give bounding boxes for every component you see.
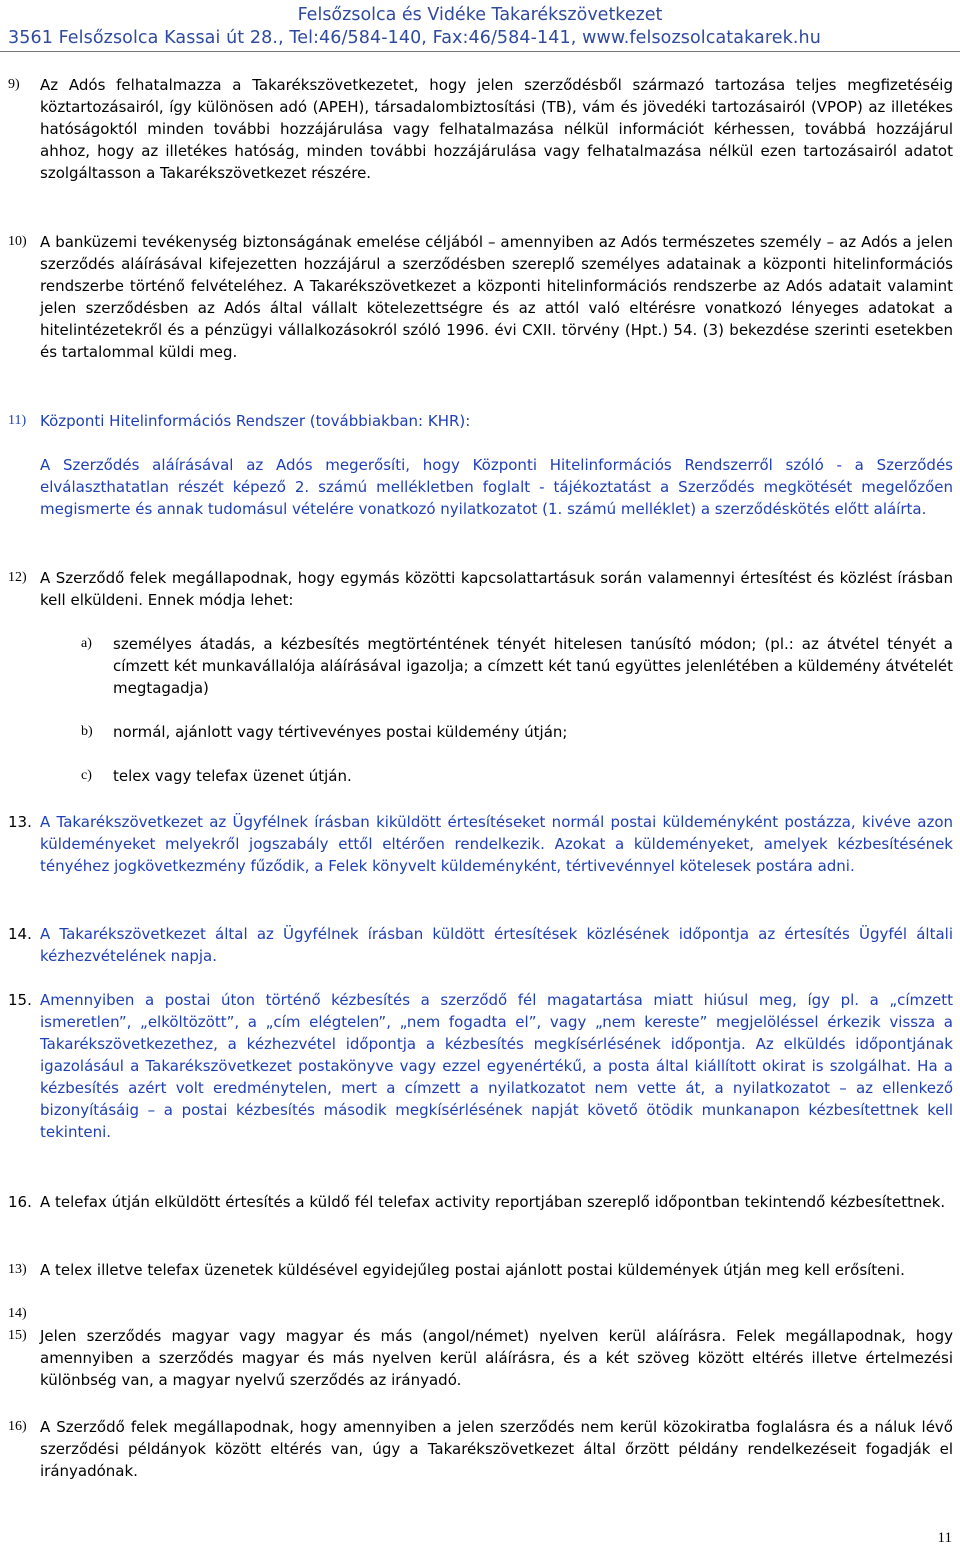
item-11-title: Központi Hitelinformációs Rendszer (továbbiakban: KHR): (40, 412, 471, 430)
item-9-text: Az Adós felhatalmazza a Takarékszövetkezetet, hogy jelen szerződésből származó tartozása teljes megfizetéséig köztartozásairól, így különösen adó (APEH), társadalombiztosítási (TB), vám és jövedéki tartozásairól (VPOP) az illetékes hatóságoktól minden további hozzájárulása vagy felhatalmazása nélkül információt kérhessen, továbbá hozzájárul ahhoz, hogy az illetékes hatóság, minden további hozzájárulása vagy felhatalmazása nélkül ezen tartozásairól adatot szolgáltasson a Takarékszövetkezet részére. (40, 76, 953, 182)
item-15b-number: 15) (8, 1328, 27, 1343)
item-16-number: 16. (8, 1193, 32, 1211)
item-16b-number: 16) (8, 1419, 27, 1434)
header-divider (0, 51, 960, 52)
item-10-number: 10) (8, 234, 27, 249)
item-16-text: A telefax útján elküldött értesítés a küldő fél telefax activity reportjában szereplő időpontban tekintendő kézbesítettnek. (40, 1193, 946, 1211)
item-15-text: Amennyiben a postai úton történő kézbesítés a szerződő fél magatartása miatt hiúsul meg, így pl. a „címzett ismeretlen”, „elköltözött”, a „cím elégtelen”, „nem fogadta el”, vagy „nem kereste” megjelöléssel érkezik vissza a Takarékszövetkezethez, a kézhezvétel időpontja a kézbesítés megkísérlésének időpontja. Az elküldés időpontjának igazolásául a Takarékszövetkezet postakönyve vagy ezzel egyenértékű, a posta által kiállított okirat is szolgálhat. Ha a kézbesítés azért volt eredménytelen, mert a címzett a nyilatkozatot nem vette át, a nyilatkozatot – az ellenkező bizonyításáig – a postai kézbesítés második megkísérlésének napját követő ötödik munkanapon kézbesítettnek kell tekinteni. (40, 991, 953, 1141)
item-12-sub-b-label: b) (81, 724, 93, 739)
item-13-text: A Takarékszövetkezet az Ügyfélnek írásban kiküldött értesítéseket normál postai küldeményként postázza, kivéve azon küldeményeket melyekről jogszabály ettől eltérően rendelkezik. Azokat a küldeményeket, amelyek kézbesítésének tényéhez jogkövetkezmény fűződik, a Felek könyvelt küldeményként, tértivevénnyel kötelesek postára adni. (40, 813, 953, 875)
item-9-number: 9) (8, 77, 20, 92)
item-11-text: A Szerződés aláírásával az Adós megerősíti, hogy Központi Hitelinformációs Rendszerről szóló - a Szerződés elválaszthatatlan részét képező 2. számú mellékletben foglalt - tájékoztatást a Szerződés megkötését megelőzően megismerte és annak tudomásul vételére vonatkozó nyilatkozatot (1. számú melléklet) a szerződéskötés előtt aláírta. (40, 456, 953, 518)
item-10-text: A banküzemi tevékenység biztonságának emelése céljából – amennyiben az Adós természetes személy – az Adós a jelen szerződés aláírásával kifejezetten hozzájárul a szerződésben szereplő személyes adatainak a központi hitelinformációs rendszerbe történő felvételéhez. A Takarékszövetkezet a központi hitelinformációs rendszerbe az Adós adatait valamint jelen szerződésben az Adós által vállalt kötelezettségre és az attól való eltérésre vonatkozó lényeges adatokat a hitelintézetekről és a pénzügyi vállalkozásokról szóló 1996. évi CXII. törvény (Hpt.) 54. (3) bekezdése szerinti esetekben és tartalommal küldi meg. (40, 233, 953, 361)
item-12-sub-c-label: c) (81, 768, 92, 783)
item-13b-number: 13) (8, 1262, 27, 1277)
item-15-number: 15. (8, 991, 32, 1009)
item-14-text: A Takarékszövetkezet által az Ügyfélnek írásban küldött értesítések közlésének időpontja az értesítés Ügyfél általi kézhezvételének napja. (40, 925, 953, 965)
item-11-number: 11) (8, 413, 27, 428)
item-12-sub-a-label: a) (81, 636, 92, 651)
header-address-contact: 3561 Felsőzsolca Kassai út 28., Tel:46/584-140, Fax:46/584-141, www.felsozsolcatakarek.hu (8, 28, 821, 48)
item-13-number: 13. (8, 813, 32, 831)
item-13b-text: A telex illetve telefax üzenetek küldésével egyidejűleg postai ajánlott postai küldemények útján meg kell erősíteni. (40, 1261, 905, 1279)
item-12-number: 12) (8, 570, 27, 585)
item-12-sub-c-text: telex vagy telefax üzenet útján. (113, 767, 352, 785)
item-12-text: A Szerződő felek megállapodnak, hogy egymás közötti kapcsolattartásuk során valamennyi értesítést és közlést írásban kell elküldeni. Ennek módja lehet: (40, 569, 953, 609)
item-12-sub-b-text: normál, ajánlott vagy tértivevényes postai küldemény útján; (113, 723, 568, 741)
item-14b-number: 14) (8, 1306, 27, 1321)
item-12-sub-a-text: személyes átadás, a kézbesítés megtörténtének tényét hitelesen tanúsító módon; (pl.: az átvétel tényét a címzett két munkavállalója aláírásával igazolja; a címzett két tanú együttes jelenlétében a küldemény átvételét megtagadja) (113, 635, 953, 697)
item-15b-text: Jelen szerződés magyar vagy magyar és más (angol/német) nyelven kerül aláírásra. Felek megállapodnak, hogy amennyiben a szerződés magyar és más nyelven kerül aláírásra, és a két szöveg között eltérés illetve értelmezési különbség van, a magyar nyelvű szerződés az irányadó. (40, 1327, 953, 1389)
page-number: 11 (937, 1530, 952, 1546)
item-14-number: 14. (8, 925, 32, 943)
item-16b-text: A Szerződő felek megállapodnak, hogy amennyiben a jelen szerződés nem kerül közokiratba foglalásra és a náluk lévő szerződési példányok között eltérés van, úgy a Takarékszövetkezet által őrzött példány rendelkezéseit fogadják el irányadónak. (40, 1418, 953, 1480)
header-bank-name: Felsőzsolca és Vidéke Takarékszövetkezet (297, 5, 663, 25)
